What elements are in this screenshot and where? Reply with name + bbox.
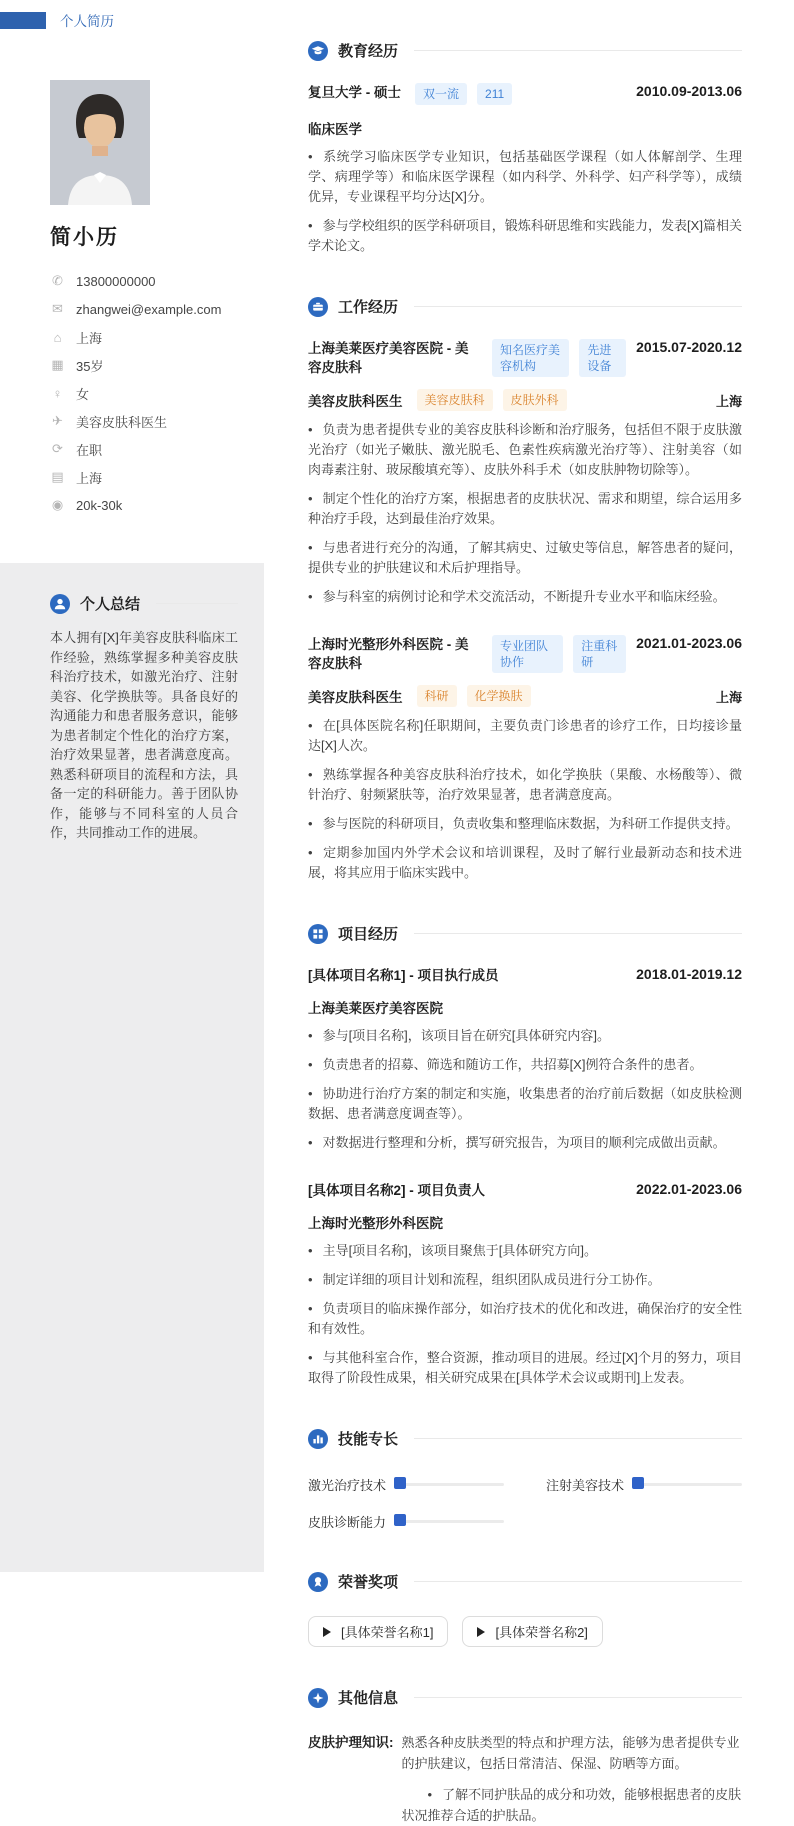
skill-slider[interactable] — [400, 1483, 504, 1486]
bullet-item: • 负责为患者提供专业的美容皮肤科诊断和治疗服务，包括但不限于皮肤激光治疗（如光子嫩肤、激光脱毛、色素性疾病激光治疗等）、注射美容（如肉毒素注射、玻尿酸填充等）、皮肤外科手术（如皮肤肿物切除等）。 — [308, 420, 742, 480]
play-icon — [477, 1627, 485, 1637]
school-tag: 双一流 — [415, 83, 467, 105]
skill-label: 激光治疗技术 — [308, 1478, 387, 1493]
bullet-item: • 与其他科室合作，整合资源，推动项目的进展。经过[X]个月的努力，项目取得了阶段性成果，相关研究成果在[具体学术会议或期刊]上发表。 — [308, 1348, 742, 1388]
honors-header — [308, 1571, 742, 1592]
location-icon: ⌂ — [53, 329, 62, 345]
job-role: 美容皮肤科医生 — [308, 690, 403, 705]
photo-placeholder-graphic — [50, 80, 150, 205]
contact-item-phone — [50, 267, 236, 295]
bullet-item: • 参与[项目名称]，该项目旨在研究[具体研究内容]。 — [308, 1026, 742, 1046]
project-bullets — [308, 1241, 742, 1388]
education-item — [308, 83, 742, 256]
gender-icon: ♀ — [52, 385, 63, 401]
bullet-item: • 熟练掌握各种美容皮肤科治疗技术，如化学换肤（果酸、水杨酸等）、微针治疗、射频紧肤等，治疗效果显著，患者满意度高。 — [308, 765, 742, 805]
project-name: [具体项目名称2] - 项目负责人 — [308, 1183, 485, 1198]
play-icon — [323, 1627, 331, 1637]
contact-item-position — [50, 407, 236, 435]
work-item — [308, 339, 742, 607]
other-title: 其他信息 — [338, 1690, 399, 1707]
project-item-head — [308, 966, 742, 985]
honor-label: [具体荣誉名称2] — [495, 1625, 588, 1640]
profile-name: 简小历 — [50, 226, 119, 249]
section-divider — [414, 1438, 742, 1439]
page-title: 个人简历 — [60, 14, 114, 29]
honor-label: [具体荣誉名称1] — [341, 1625, 434, 1640]
bullet-item: • 主导[项目名称]，该项目聚焦于[具体研究方向]。 — [308, 1241, 742, 1261]
role-tag: 科研 — [417, 685, 457, 707]
education-bullets — [308, 147, 742, 256]
education-item-head — [308, 83, 742, 105]
project-org: 上海美莱医疗美容医院 — [308, 1001, 443, 1016]
company-tags — [492, 339, 626, 377]
role-tag: 化学换肤 — [467, 685, 531, 707]
education-section — [308, 40, 742, 256]
skill-item — [546, 1475, 742, 1494]
bullet-item: • 系统学习临床医学专业知识，包括基础医学课程（如人体解剖学、生理学、病理学等）和临床医学课程（如内科学、外科学、妇产科学等），成绩优异，专业课程平均分达[X]分。 — [308, 147, 742, 207]
role-tags — [417, 685, 531, 707]
summary-section — [0, 563, 264, 1572]
other-info-block — [308, 1732, 742, 1826]
other-info-label: 皮肤护理知识: — [308, 1735, 394, 1750]
other-info-text: 熟悉各种皮肤类型的特点和护理方法，能够为患者提供专业的护肤建议，包括日常清洁、保湿、防晒等方面。 — [401, 1735, 740, 1771]
bar-chart-icon — [308, 1429, 328, 1449]
company-tag: 先进设备 — [579, 339, 626, 377]
role-tag: 皮肤外科 — [503, 389, 567, 411]
work-item — [308, 635, 742, 883]
salary-icon: ◉ — [51, 497, 64, 512]
contact-value: 在职 — [76, 442, 103, 458]
medal-icon — [308, 1572, 328, 1592]
profile-block — [0, 0, 264, 519]
contact-item-email — [50, 295, 236, 323]
other-header — [308, 1687, 742, 1708]
contact-item-city — [50, 463, 236, 491]
contact-value: 35岁 — [76, 358, 104, 374]
section-divider — [414, 306, 742, 307]
position-icon: ✈ — [52, 413, 63, 428]
section-divider — [156, 603, 238, 604]
phone-icon: ✆ — [52, 273, 63, 288]
contact-item-status — [50, 435, 236, 463]
role-row — [308, 685, 742, 707]
skill-label: 注射美容技术 — [546, 1478, 625, 1493]
skill-slider[interactable] — [400, 1520, 504, 1523]
profile-photo — [50, 80, 150, 205]
graduation-cap-icon — [308, 41, 328, 61]
project-item — [308, 1181, 742, 1388]
contact-list — [50, 267, 236, 519]
contact-value: 上海 — [76, 330, 103, 346]
bullet-item: • 参与医院的科研项目，负责收集和整理临床数据，为科研工作提供支持。 — [308, 814, 742, 834]
skill-item — [308, 1475, 504, 1494]
contact-item-location — [50, 323, 236, 351]
education-date: 2010.09-2013.06 — [636, 83, 742, 99]
skills-title: 技能专长 — [338, 1431, 399, 1448]
grid-icon — [308, 924, 328, 944]
contact-value: 女 — [76, 386, 90, 402]
work-item-head — [308, 635, 742, 673]
project-date: 2018.01-2019.12 — [636, 966, 742, 982]
bullet-item: • 了解不同护肤品的成分和功效，能够根据患者的皮肤状况推荐合适的护肤品。 — [402, 1784, 743, 1826]
bullet-item: • 在[具体医院名称]任职期间，主要负责门诊患者的诊疗工作，日均接诊量达[X]人次。 — [308, 716, 742, 756]
work-header — [308, 296, 742, 317]
contact-value: 20k-30k — [76, 497, 123, 513]
school-tags — [415, 83, 512, 105]
education-header — [308, 40, 742, 61]
main-content — [264, 0, 794, 1823]
projects-header — [308, 923, 742, 944]
other-section — [308, 1687, 742, 1826]
work-date: 2021.01-2023.06 — [636, 635, 742, 651]
work-bullets — [308, 716, 742, 883]
contact-item-gender — [50, 379, 236, 407]
bullet-item: • 制定详细的项目计划和流程，组织团队成员进行分工协作。 — [308, 1270, 742, 1290]
company-tag: 注重科研 — [573, 635, 626, 673]
bullet-item: • 定期参加国内外学术会议和培训课程，及时了解行业最新动态和技术进展，将其应用于临床实践中。 — [308, 843, 742, 883]
section-divider — [414, 933, 742, 934]
contact-value: 13800000000 — [76, 273, 156, 289]
contact-item-age — [50, 351, 236, 379]
section-divider — [414, 1697, 742, 1698]
work-bullets — [308, 420, 742, 607]
skills-header — [308, 1428, 742, 1449]
company-tag: 知名医疗美容机构 — [492, 339, 569, 377]
bullet-item: • 参与科室的病例讨论和学术交流活动，不断提升专业水平和临床经验。 — [308, 587, 742, 607]
contact-item-salary — [50, 491, 236, 519]
age-icon: ▦ — [51, 357, 64, 372]
bullet-item: • 与患者进行充分的沟通，了解其病史、过敏史等信息，解答患者的疑问，提供专业的护肤建议和术后护理指导。 — [308, 538, 742, 578]
bullet-item: • 负责项目的临床操作部分，如治疗技术的优化和改进，确保治疗的安全性和有效性。 — [308, 1299, 742, 1339]
project-org: 上海时光整形外科医院 — [308, 1216, 443, 1231]
other-info-body — [402, 1732, 743, 1826]
project-item — [308, 966, 742, 1153]
company-name: 上海美莱医疗美容医院 - 美容皮肤科 — [308, 341, 469, 375]
summary-title: 个人总结 — [80, 596, 141, 613]
skill-item — [308, 1512, 504, 1531]
education-title: 教育经历 — [338, 43, 399, 60]
work-section — [308, 296, 742, 883]
role-tag: 美容皮肤科 — [417, 389, 493, 411]
company-tags — [492, 635, 626, 673]
contact-value: 美容皮肤科医生 — [76, 414, 168, 430]
honors-title: 荣誉奖项 — [338, 1574, 399, 1591]
projects-section — [308, 923, 742, 1388]
job-location: 上海 — [715, 689, 742, 705]
role-row — [308, 389, 742, 411]
work-item-head — [308, 339, 742, 377]
project-name: [具体项目名称1] - 项目执行成员 — [308, 968, 499, 983]
honor-list — [308, 1616, 742, 1647]
sparkle-icon — [308, 1688, 328, 1708]
section-divider — [414, 50, 742, 51]
skills-section — [308, 1428, 742, 1531]
header-accent-bar — [0, 12, 46, 29]
bullet-item: • 负责患者的招募、筛选和随访工作，共招募[X]例符合条件的患者。 — [308, 1055, 742, 1075]
company-tag: 专业团队协作 — [492, 635, 563, 673]
summary-header — [50, 593, 238, 614]
bullet-item: • 参与学校组织的医学科研项目，锻炼科研思维和实践能力，发表[X]篇相关学术论文。 — [308, 216, 742, 256]
contact-value: zhangwei@example.com — [76, 301, 222, 317]
project-bullets — [308, 1026, 742, 1153]
work-date: 2015.07-2020.12 — [636, 339, 742, 355]
role-tags — [417, 389, 567, 411]
education-major: 临床医学 — [308, 122, 362, 137]
skill-label: 皮肤诊断能力 — [308, 1515, 387, 1530]
city-icon: ▤ — [51, 469, 64, 484]
honor-button[interactable] — [462, 1616, 602, 1647]
school-tag: 211 — [477, 83, 512, 105]
job-role: 美容皮肤科医生 — [308, 394, 403, 409]
bullet-item: • 对数据进行整理和分析，撰写研究报告，为项目的顺利完成做出贡献。 — [308, 1133, 742, 1153]
contact-value: 上海 — [76, 470, 103, 486]
project-date: 2022.01-2023.06 — [636, 1181, 742, 1197]
school-degree: 复旦大学 - 硕士 — [308, 85, 401, 100]
bullet-item: • 协助进行治疗方案的制定和实施，收集患者的治疗前后数据（如皮肤检测数据、患者满意度调查等）。 — [308, 1084, 742, 1124]
status-icon: ⟳ — [52, 441, 63, 456]
email-icon: ✉ — [52, 301, 63, 316]
briefcase-icon — [308, 297, 328, 317]
project-item-head — [308, 1181, 742, 1200]
skills-grid — [308, 1475, 742, 1531]
summary-text: 本人拥有[X]年美容皮肤科临床工作经验，熟练掌握多种美容皮肤科治疗技术，如激光治疗、注射美容、化学换肤等。具备良好的沟通能力和患者服务意识，能够为患者制定个性化的治疗方案，治疗效果显著，患者满意度高。熟悉科研项目的流程和方法，具备一定的科研能力。善于团队协作，能够与不同科室的人员合作，共同推动工作的进展。 — [50, 630, 238, 840]
page-header — [0, 10, 114, 30]
projects-title: 项目经历 — [338, 926, 399, 943]
company-name: 上海时光整形外科医院 - 美容皮肤科 — [308, 637, 469, 671]
work-title: 工作经历 — [338, 299, 399, 316]
job-location: 上海 — [715, 393, 742, 409]
user-icon — [50, 594, 70, 614]
section-divider — [414, 1581, 742, 1582]
skill-slider[interactable] — [638, 1483, 742, 1486]
left-sidebar — [0, 0, 264, 1572]
honors-section — [308, 1571, 742, 1647]
bullet-item: • 制定个性化的治疗方案，根据患者的皮肤状况、需求和期望，综合运用多种治疗手段，达到最佳治疗效果。 — [308, 489, 742, 529]
honor-button[interactable] — [308, 1616, 448, 1647]
